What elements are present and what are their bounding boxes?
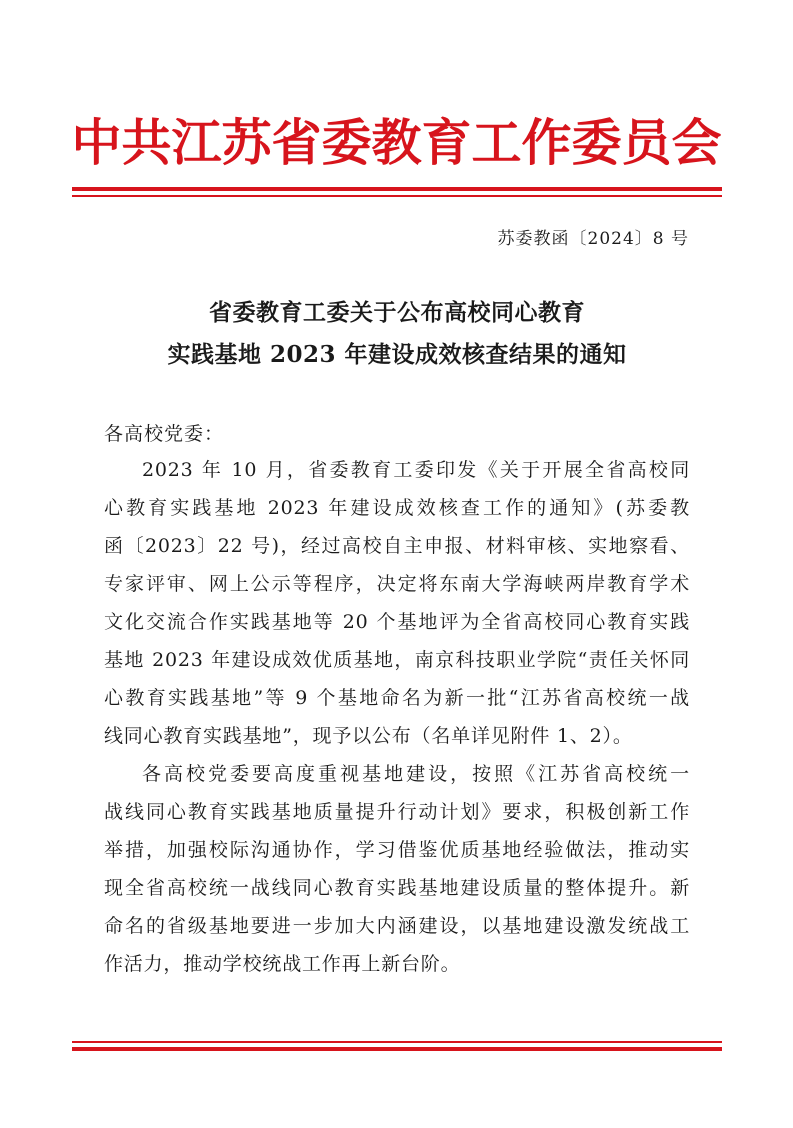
- header-red-rule-thin: [72, 195, 722, 197]
- paragraph-1-line-5: 文化交流合作实践基地等 20 个基地评为全省高校同心教育实践: [104, 611, 690, 633]
- paragraph-1-line-4: 专家评审、网上公示等程序，决定将东南大学海峡两岸教育学术: [104, 573, 690, 595]
- paragraph-2-line-3: 举措，加强校际沟通协作，学习借鉴优质基地经验做法，推动实: [104, 839, 690, 861]
- paragraph-2-line-2: 战线同心教育实践基地质量提升行动计划》要求，积极创新工作: [104, 801, 690, 823]
- footer-red-rule-thin: [72, 1041, 722, 1043]
- paragraph-1-line-6: 基地 2023 年建设成效优质基地，南京科技职业学院“责任关怀同: [104, 649, 690, 671]
- issuing-organization-header: 中共江苏省委教育工作委员会: [71, 113, 722, 172]
- paragraph-2-line-4: 现全省高校统一战线同心教育实践基地建设质量的整体提升。新: [104, 877, 690, 899]
- paragraph-1-line-2: 心教育实践基地 2023 年建设成效核查工作的通知》(苏委教: [104, 497, 690, 519]
- paragraph-2-line-1: 各高校党委要高度重视基地建设，按照《江苏省高校统一: [142, 763, 690, 785]
- paragraph-2-line-5: 命名的省级基地要进一步加大内涵建设，以基地建设激发统战工: [104, 915, 690, 937]
- footer-red-rule-thick: [72, 1047, 722, 1051]
- paragraph-1-line-8: 线同心教育实践基地”，现予以公布（名单详见附件 1、2）。: [104, 725, 633, 747]
- paragraph-1-line-7: 心教育实践基地”等 9 个基地命名为新一批“江苏省高校统一战: [104, 687, 690, 709]
- document-title-line-1: 省委教育工委关于公布高校同心教育: [209, 299, 585, 326]
- salutation: 各高校党委：: [104, 423, 225, 445]
- paragraph-1-line-3: 函〔2023〕22 号)，经过高校自主申报、材料审核、实地察看、: [104, 535, 690, 557]
- paragraph-2-line-6: 作活力，推动学校统战工作再上新台阶。: [104, 953, 461, 975]
- document-title: [72, 292, 722, 376]
- header-red-rule-thick: [72, 187, 722, 191]
- document-title-line-2: 实践基地 2023 年建设成效核查结果的通知: [167, 341, 627, 368]
- document-number: 苏委教函〔2024〕8 号: [497, 229, 689, 249]
- paragraph-1-line-1: 2023 年 10 月，省委教育工委印发《关于开展全省高校同: [142, 459, 690, 481]
